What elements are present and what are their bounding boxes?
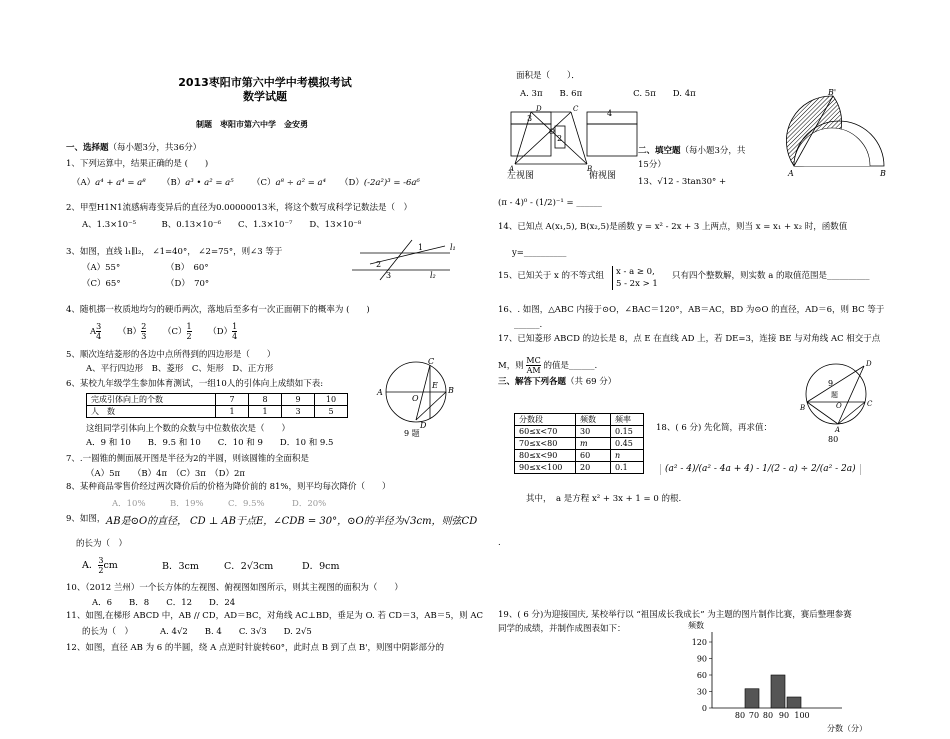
exam-subtitle: 数学试题 [243,90,287,103]
histogram-bar [745,689,759,708]
q8-option-d: D．20% [292,499,327,509]
q7-options: （A）5π （B）4π （C）3π （D）2π [86,469,245,479]
q9-option-c: C．2√3cm [224,561,274,572]
section2-note2: 15分） [638,160,666,170]
q12-stem: 12、如图，直径 AB 为 6 的半圆，绕 A 点逆时针旋转60°，此时点 B 到了点 B'，则图中阴影部分的 [66,643,444,653]
q11-follow: 的长为（ ） [82,627,134,637]
q16-circle-figure [798,358,882,446]
exam-title: 2013枣阳市第六中学中考模拟考试 [178,76,352,89]
q16-label-o: O [836,402,842,410]
q4-stem: 4、随机掷一枚质地均匀的硬币两次，落地后至多有一次正面朝下的概率为 ( ) [66,305,370,315]
q12-label-a: A [788,169,794,178]
q12-label-b: B [880,169,886,178]
q18-follow-b: a 是方程 x² + 3x + 1 = 0 的根. [556,494,682,504]
q10-top-view-label: 俯视图 [589,171,617,181]
author-line: 制题 枣阳市第六中学 金安勇 [196,119,308,129]
table-row: 70≤x<80 m 0.45 [515,438,644,450]
q3-label-3: 3 [386,271,392,280]
y-tick-label: 0 [701,704,707,713]
y-tick-label: 120 [691,638,707,647]
x-tick-label: 90 [778,711,790,720]
q8-option-b: B．19% [170,499,204,509]
q10-left-view-label: 左视图 [507,171,535,181]
y-tick-label: 60 [696,671,707,680]
q11-stem: 11、如图,在梯形 ABCD 中，AB // CD，AD＝BC，对角线 AC⊥BD，垂足为 O. 若 CD＝3，AB＝5，则 AC [66,611,484,621]
q15-stem-b: 只有四个整数解，则实数 a 的取值范围是__________ [672,271,870,281]
q17-follow: M，则 $\frac{MC}{AM}$ 的值是______. [498,356,598,375]
q11-label-a: A [509,165,515,173]
q7-stem: 7、.一圆锥的侧面展开图是半径为2的半圆，则该圆锥的全面积是 [66,454,310,464]
q11-options: A. 4√2 B. 4 C. 3√3 D. 2√5 [160,627,312,637]
q6-table-row: 人 数 1 1 3 5 [87,406,348,418]
q16-label-ti: 题 [831,391,838,399]
q9-label-o: O [412,394,419,403]
q8-stem: 8、某种商品零售价经过两次降价后的价格为降价前的 81%，则平均每次降价（ ） [66,482,391,492]
q1-option-a: （A）a⁴ + a⁴ = a⁸ [72,178,146,188]
q11-label-c: C [573,105,579,113]
q16-label-c: C [867,400,873,408]
q14-follow: y=__________ [512,248,567,258]
q14-stem: 14、已知点 A(x₁,5), B(x₂,5)是函数 y = x² - 2x + 3 上两点，则当 x = x₁ + x₂ 时，函数值 [498,222,848,232]
q9-label-a: A [377,388,383,397]
y-axis-label: 频数 [688,621,704,630]
histogram-bar [771,675,785,708]
q16-label-b: B [800,404,806,412]
q19-stem-a: 19、( 6 分)为迎接国庆, 某校举行以 “祖国成长我成长” 为主题的图片制作比赛，赛后整理参赛 [498,610,852,620]
q5-options: A、平行四边形 B、菱形 C、矩形 D、正方形 [86,364,274,374]
q3-label-2: 2 [376,260,382,269]
q9-caption: 9 题 [404,429,420,438]
section1-heading: 一、选择题（每小题3分，共36分） [66,143,202,153]
table-row: 60≤x<70 30 0.15 [515,426,644,438]
q15-stem-a: 15、已知关于 x 的不等式组 [498,271,605,281]
q12-semicircle-figure [780,90,890,178]
q18-expression: (a² - 4)/(a² - 4a + 4) - 1/(2 - a) ÷ 2/(a² - 2a) [660,464,861,475]
q10-options: A．6 B．8 C．12 D．24 [92,598,236,608]
q9-label-d: D [420,421,427,430]
histogram-bar [787,697,801,708]
section2-heading: 二、填空题（每小题3分，共 [638,146,746,156]
q3-label-1: 1 [418,243,424,252]
q18-follow-a: 其中， [526,494,552,504]
q9-stem-a: 9、如图， [66,514,106,524]
q3-option-a: （A）55° [82,263,121,273]
histogram-chart [684,616,884,734]
q16-label-a: A [835,426,841,434]
q13-cont: (π - 4)⁰ - (1/2)⁻¹ = ______ [498,198,602,208]
q4-options: A $\frac{3}{4}$ （B） $\frac{2}{3}$ （C） $\frac{1}{2}$ （D） $\frac{1}{4}$ [90,322,238,341]
q12-options: A. 3π B. 6π C. 5π D. 4π [520,89,696,99]
q3-stem: 3、如图，直线 l₁∥l₂， ∠1=40°， ∠2=75°，则∠3 等于 [66,247,283,257]
q3-figure [350,236,460,284]
x-tick-label: 70 [748,711,760,720]
table-row: 90≤x<100 20 0.1 [515,462,644,474]
q10-label-2: 2 [557,134,563,143]
table-row: 80≤x<90 60 n [515,450,644,462]
q9-label-b: B [448,386,454,395]
table-row: 分数段 频数 频率 [515,414,644,426]
q12-follow: 面积是（ ）． [516,71,580,81]
section3-heading: 三、解答下列各题（共 69 分） [498,377,617,387]
q6-follow: 这组同学引体向上个数的众数与中位数依次是（ ） [86,424,291,434]
q16-label-d: D [866,360,872,368]
q15-system: x - a ≥ 0, 5 - 2x > 1 [612,266,658,290]
q8-option-a: A．10% [112,499,146,509]
q10-stem: 10、（2012 兰州）一个长方体的左视图、俯视图如图所示，则其主视图的面积为（ ） [66,583,403,593]
q3-label-l1: l₁ [450,243,456,252]
q9-label-c: C [428,357,435,366]
q10-label-3: 3 [527,114,533,123]
q9-circle-figure [374,356,460,436]
x-tick-label: 80 [734,711,746,720]
q9-option-a: A． $\frac{3}{2}$ cm [82,556,118,575]
x-tick-label: 80 [762,711,774,720]
y-tick-label: 30 [696,687,707,697]
q5-stem: 5、顺次连结菱形的各边中点所得到的四边形是（ ） [66,350,276,360]
q9-option-b: B．3cm [162,561,199,572]
q11-label-d: D [536,105,542,113]
frequency-table [514,413,644,474]
q1-option-b: （B）a³ • a² = a⁵ [162,178,234,188]
q10-q11-figure [505,104,640,180]
q3-label-l2: l₂ [430,271,436,280]
q9-stem-c: CD ⊥ AB于点E，∠CDB = 30°，⊙O的半径为√3cm，则弦CD [190,516,478,527]
q16-follow: ______. [514,320,543,330]
q18-stem: 18、( 6 分) 先化简，再求值： [656,423,772,433]
q16-label-9: 9 [828,379,834,388]
q9-option-d: D．9cm [302,561,340,572]
q10-label-4: 4 [607,109,613,118]
q11-label-b: B [587,165,593,173]
x-axis-label: 分数（分） [827,724,867,733]
q11-label-o: O [549,128,555,136]
y-tick-label: 90 [696,654,707,664]
q6-stem: 6、某校九年级学生参加体育测试，一组10人的引体向上成绩如下表: [66,379,324,389]
q8-option-c: C．9.5% [228,499,265,509]
q18-dot: . [498,538,501,548]
q17-stem: 17、已知菱形 ABCD 的边长是 8，点 E 在直线 AD 上，若 DE=3，连接 BE 与对角线 AC 相交于点 [498,334,881,344]
q16-label-80: 80 [828,435,839,444]
q6-table [86,393,348,418]
q6-options: A．9 和 10 B．9.5 和 10 C．10 和 9 D．10 和 9.5 [86,438,334,448]
q19-stem-b: 同学的成绩，并制作成图表如下： [498,624,626,634]
q2-stem: 2、甲型H1N1流感病毒变异后的直径为0.00000013米，将这个数写成科学记数法是（ ） [66,203,412,213]
q9-label-e: E [432,381,438,390]
q1-stem: 1、下列运算中，结果正确的是 ( ) [66,159,209,169]
q13-stem: 13、√12 - 3tan30° + [638,177,727,187]
q6-table-row: 完成引体向上的个数 7 8 9 10 [87,394,348,406]
q1-option-c: （C）a⁸ ÷ a² = a⁴ [252,178,326,188]
q9-stem-d: 的长为（ ） [76,539,128,549]
q3-option-d: （D） 70° [166,279,210,289]
q2-options: A、1.3×10⁻⁵ B、0.13×10⁻⁶ C、1.3×10⁻⁷ D、13×10⁻⁸ [82,220,362,230]
q12-label-bprime: B' [828,88,837,97]
q16-stem: 16、. 如图，△ABC 内接于⊙O，∠BAC＝120°，AB＝AC，BD 为⊙O 的直径，AD＝6，则 BC 等于 [498,305,885,315]
q1-option-d: （D）(-2a²)³ = -6a⁶ [340,178,420,188]
q9-stem-b: AB是⊙O的直径， [106,516,188,527]
q3-option-b: （B） 60° [166,263,209,273]
x-tick-label: 100 [794,711,810,720]
q3-option-c: （C）65° [82,279,121,289]
